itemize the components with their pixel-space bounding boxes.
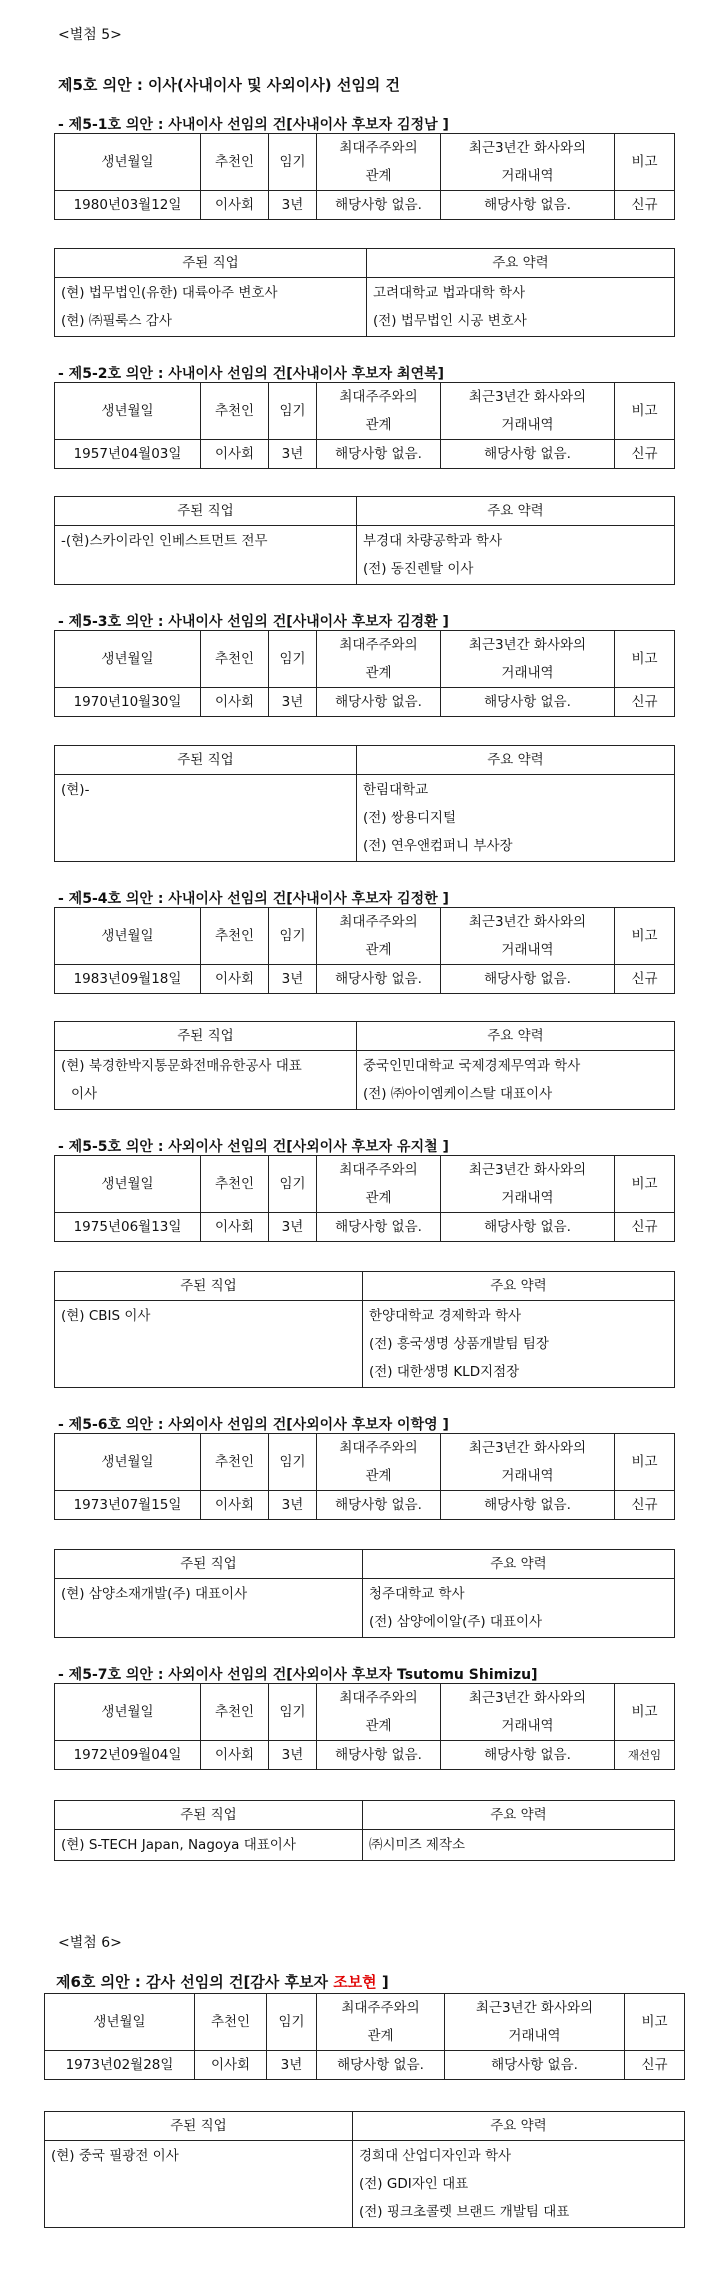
cell-shareholder: 해당사항 없음.	[317, 2051, 445, 2080]
career-line: (전) 법무법인 시공 변호사	[373, 313, 527, 329]
header-trade	[441, 134, 615, 191]
career-line: 청주대학교 학사	[369, 1586, 465, 1602]
header-term: 임기	[269, 631, 317, 688]
cell-trade: 해당사항 없음.	[441, 440, 615, 469]
position-line: (현) 중국 필광전 이사	[51, 2148, 179, 2164]
header-birth: 생년월일	[55, 134, 201, 191]
header-shareholder	[317, 1684, 441, 1741]
header-shareholder	[317, 134, 441, 191]
header-career: 주요 약력	[363, 1272, 675, 1301]
header-term: 임기	[269, 1156, 317, 1213]
header-trade	[441, 908, 615, 965]
cell-birth: 1973년07월15일	[55, 1491, 201, 1520]
cell-term: 3년	[269, 440, 317, 469]
header-shareholder	[317, 631, 441, 688]
cell-birth: 1972년09월04일	[55, 1741, 201, 1770]
cell-shareholder: 해당사항 없음.	[317, 965, 441, 994]
header-shareholder	[317, 1994, 445, 2051]
cell-term: 3년	[269, 1213, 317, 1242]
header-recommender: 추천인	[201, 383, 269, 440]
header-trade-line2: 거래내역	[501, 417, 554, 433]
header-birth: 생년월일	[55, 383, 201, 440]
header-shareholder-line1: 최대주주와의	[339, 389, 418, 405]
career-line: 한림대학교	[363, 782, 429, 798]
header-term: 임기	[269, 383, 317, 440]
header-position: 주된 직업	[55, 1801, 363, 1830]
header-career: 주요 약력	[363, 1550, 675, 1579]
header-note: 비고	[615, 908, 675, 965]
header-note: 비고	[615, 1684, 675, 1741]
cell-trade: 해당사항 없음.	[441, 191, 615, 220]
position-line: (현) 삼양소재개발(주) 대표이사	[61, 1586, 248, 1602]
agenda-6-title-suffix: ]	[376, 1973, 389, 1991]
career-line: ㈜시미즈 제작소	[369, 1837, 466, 1853]
header-shareholder	[317, 1434, 441, 1491]
header-trade-line2: 거래내역	[501, 942, 554, 958]
position-line: (현) S-TECH Japan, Nagoya 대표이사	[61, 1837, 296, 1853]
header-trade-line1: 최근3년간 화사와의	[468, 1162, 587, 1178]
header-shareholder-line1: 최대주주와의	[339, 140, 418, 156]
header-shareholder-line1: 최대주주와의	[339, 637, 418, 653]
cell-term: 3년	[269, 191, 317, 220]
cell-birth: 1975년06월13일	[55, 1213, 201, 1242]
cell-birth: 1957년04월03일	[55, 440, 201, 469]
header-shareholder	[317, 1156, 441, 1213]
career-line: 고려대학교 법과대학 학사	[373, 285, 526, 301]
cell-position	[55, 1051, 357, 1110]
header-note: 비고	[615, 1156, 675, 1213]
header-birth: 생년월일	[55, 631, 201, 688]
cell-trade: 해당사항 없음.	[441, 1213, 615, 1242]
career-line: (전) 핑크초콜렛 브랜드 개발팀 대표	[359, 2204, 570, 2220]
section-title: - 제5-3호 의안 : 사내이사 선임의 건[사내이사 후보자 김경환 ]	[58, 614, 449, 630]
auditor-career-table	[44, 2111, 685, 2228]
cell-note: 신규	[625, 2051, 685, 2080]
cell-recommender: 이사회	[201, 1491, 269, 1520]
header-trade-line2: 거래내역	[501, 665, 554, 681]
cell-career	[357, 1051, 675, 1110]
candidate-career-table	[54, 1021, 675, 1110]
cell-note: 신규	[615, 965, 675, 994]
header-career: 주요 약력	[367, 249, 675, 278]
cell-career	[357, 526, 675, 585]
cell-position	[55, 1301, 363, 1388]
header-shareholder	[317, 908, 441, 965]
header-career: 주요 약력	[353, 2112, 685, 2141]
cell-recommender: 이사회	[201, 688, 269, 717]
header-trade-line1: 최근3년간 화사와의	[468, 140, 587, 156]
header-trade-line2: 거래내역	[501, 1190, 554, 1206]
header-term: 임기	[269, 908, 317, 965]
header-position: 주된 직업	[55, 497, 357, 526]
header-note: 비고	[615, 631, 675, 688]
header-trade-line1: 최근3년간 화사와의	[468, 637, 587, 653]
candidate-career-table	[54, 745, 675, 862]
cell-shareholder: 해당사항 없음.	[317, 1213, 441, 1242]
header-recommender: 추천인	[201, 134, 269, 191]
cell-note: 신규	[615, 191, 675, 220]
candidate-career-table	[54, 496, 675, 585]
cell-note: 신규	[615, 1213, 675, 1242]
header-term: 임기	[267, 1994, 317, 2051]
header-shareholder-line2: 관계	[365, 1718, 392, 1734]
position-line: -(현)스카이라인 인베스트먼트 전무	[61, 533, 268, 549]
cell-trade: 해당사항 없음.	[441, 1491, 615, 1520]
cell-career	[357, 775, 675, 862]
section-title: - 제5-7호 의안 : 사외이사 선임의 건[사외이사 후보자 Tsutomu Shimizu]	[58, 1667, 538, 1683]
agenda-5-title: 제5호 의안 : 이사(사내이사 및 사외이사) 선임의 건	[58, 76, 401, 94]
header-note: 비고	[615, 134, 675, 191]
header-trade-line1: 최근3년간 화사와의	[468, 914, 587, 930]
cell-note: 신규	[615, 688, 675, 717]
header-shareholder-line2: 관계	[365, 665, 392, 681]
candidate-career-table	[54, 1549, 675, 1638]
agenda-6-title-prefix: 제6호 의안 : 감사 선임의 건[감사 후보자	[56, 1973, 334, 1991]
header-trade	[441, 1434, 615, 1491]
appendix-6-label: <별첨 6>	[58, 1935, 122, 1951]
header-trade	[441, 383, 615, 440]
header-shareholder-line2: 관계	[365, 1468, 392, 1484]
header-trade-line2: 거래내역	[501, 1468, 554, 1484]
appendix-5-label: <별첨 5>	[58, 27, 122, 43]
career-line: (전) ㈜아이엠케이스탈 대표이사	[363, 1086, 553, 1102]
career-line: 부경대 차량공학과 학사	[363, 533, 502, 549]
cell-career	[363, 1301, 675, 1388]
candidate-info-table	[54, 1433, 675, 1520]
header-recommender: 추천인	[201, 1684, 269, 1741]
cell-birth: 1970년10월30일	[55, 688, 201, 717]
cell-shareholder: 해당사항 없음.	[317, 688, 441, 717]
cell-term: 3년	[269, 1491, 317, 1520]
career-line: (전) 쌍용디지털	[363, 810, 457, 826]
header-shareholder	[317, 383, 441, 440]
cell-shareholder: 해당사항 없음.	[317, 1491, 441, 1520]
section-title: - 제5-5호 의안 : 사외이사 선임의 건[사외이사 후보자 유지철 ]	[58, 1139, 449, 1155]
cell-trade: 해당사항 없음.	[441, 965, 615, 994]
header-position: 주된 직업	[55, 1022, 357, 1051]
position-line: (현) ㈜필룩스 감사	[61, 313, 172, 329]
career-line: 경희대 산업디자인과 학사	[359, 2148, 512, 2164]
career-line: (전) 흥국생명 상품개발팀 팀장	[369, 1336, 549, 1352]
header-trade-line1: 최근3년간 화사와의	[475, 2000, 594, 2016]
cell-career	[367, 278, 675, 337]
header-shareholder-line2: 관계	[365, 417, 392, 433]
candidate-info-table	[54, 1683, 675, 1770]
cell-term: 3년	[267, 2051, 317, 2080]
header-position: 주된 직업	[55, 1272, 363, 1301]
cell-birth: 1983년09월18일	[55, 965, 201, 994]
candidate-info-table	[54, 1155, 675, 1242]
header-trade-line2: 거래내역	[508, 2028, 561, 2044]
cell-recommender: 이사회	[201, 1741, 269, 1770]
header-shareholder-line1: 최대주주와의	[339, 1162, 418, 1178]
position-line: (현) 북경한박지통문화전매유한공사 대표	[61, 1058, 302, 1074]
header-shareholder-line1: 최대주주와의	[341, 2000, 420, 2016]
header-shareholder-line1: 최대주주와의	[339, 914, 418, 930]
header-trade	[445, 1994, 625, 2051]
cell-recommender: 이사회	[201, 191, 269, 220]
candidate-career-table	[54, 1271, 675, 1388]
cell-recommender: 이사회	[201, 965, 269, 994]
header-term: 임기	[269, 1684, 317, 1741]
position-line: 이사	[71, 1086, 98, 1102]
header-note: 비고	[615, 383, 675, 440]
position-line: (현) 법무법인(유한) 대륙아주 변호사	[61, 285, 278, 301]
cell-position	[55, 526, 357, 585]
header-recommender: 추천인	[201, 908, 269, 965]
header-birth: 생년월일	[45, 1994, 195, 2051]
cell-shareholder: 해당사항 없음.	[317, 1741, 441, 1770]
cell-birth: 1973년02월28일	[45, 2051, 195, 2080]
header-term: 임기	[269, 134, 317, 191]
header-term: 임기	[269, 1434, 317, 1491]
header-trade-line1: 최근3년간 화사와의	[468, 1690, 587, 1706]
header-position: 주된 직업	[55, 249, 367, 278]
position-line: (현)-	[61, 782, 90, 798]
header-recommender: 추천인	[195, 1994, 267, 2051]
candidate-info-table	[54, 133, 675, 220]
section-title: - 제5-1호 의안 : 사내이사 선임의 건[사내이사 후보자 김정남 ]	[58, 117, 449, 133]
career-line: 한양대학교 경제학과 학사	[369, 1308, 522, 1324]
header-birth: 생년월일	[55, 908, 201, 965]
cell-shareholder: 해당사항 없음.	[317, 440, 441, 469]
cell-position	[55, 278, 367, 337]
cell-recommender: 이사회	[195, 2051, 267, 2080]
cell-position	[55, 775, 357, 862]
cell-term: 3년	[269, 688, 317, 717]
header-shareholder-line1: 최대주주와의	[339, 1440, 418, 1456]
header-note: 비고	[625, 1994, 685, 2051]
cell-note: 신규	[615, 440, 675, 469]
header-birth: 생년월일	[55, 1434, 201, 1491]
header-career: 주요 약력	[363, 1801, 675, 1830]
career-line: (전) GDI자인 대표	[359, 2176, 469, 2192]
cell-position	[55, 1579, 363, 1638]
career-line: (전) 삼양에이알(주) 대표이사	[369, 1614, 543, 1630]
cell-trade: 해당사항 없음.	[441, 1741, 615, 1770]
header-shareholder-line2: 관계	[365, 1190, 392, 1206]
header-trade-line1: 최근3년간 화사와의	[468, 1440, 587, 1456]
header-note: 비고	[615, 1434, 675, 1491]
section-title: - 제5-2호 의안 : 사내이사 선임의 건[사내이사 후보자 최연복]	[58, 366, 445, 382]
cell-birth: 1980년03월12일	[55, 191, 201, 220]
header-career: 주요 약력	[357, 497, 675, 526]
cell-shareholder: 해당사항 없음.	[317, 191, 441, 220]
header-position: 주된 직업	[55, 1550, 363, 1579]
header-trade	[441, 1156, 615, 1213]
auditor-candidate-name: 조보현	[333, 1973, 377, 1991]
cell-career	[353, 2141, 685, 2228]
cell-term: 3년	[269, 1741, 317, 1770]
auditor-info-table	[44, 1993, 685, 2080]
cell-recommender: 이사회	[201, 440, 269, 469]
cell-recommender: 이사회	[201, 1213, 269, 1242]
cell-trade: 해당사항 없음.	[441, 688, 615, 717]
header-trade-line1: 최근3년간 화사와의	[468, 389, 587, 405]
cell-career	[363, 1579, 675, 1638]
cell-term: 3년	[269, 965, 317, 994]
header-shareholder-line2: 관계	[367, 2028, 394, 2044]
header-career: 주요 약력	[357, 746, 675, 775]
candidate-career-table	[54, 1800, 675, 1861]
section-title: - 제5-4호 의안 : 사내이사 선임의 건[사내이사 후보자 김정한 ]	[58, 891, 449, 907]
cell-career	[363, 1830, 675, 1861]
header-position: 주된 직업	[45, 2112, 353, 2141]
candidate-info-table	[54, 630, 675, 717]
header-recommender: 추천인	[201, 1434, 269, 1491]
cell-trade: 해당사항 없음.	[445, 2051, 625, 2080]
header-recommender: 추천인	[201, 1156, 269, 1213]
header-recommender: 추천인	[201, 631, 269, 688]
cell-note: 신규	[615, 1491, 675, 1520]
candidate-info-table	[54, 907, 675, 994]
header-birth: 생년월일	[55, 1156, 201, 1213]
cell-position	[45, 2141, 353, 2228]
header-career: 주요 약력	[357, 1022, 675, 1051]
career-line: (전) 대한생명 KLD지점장	[369, 1364, 520, 1380]
header-trade	[441, 631, 615, 688]
section-title: - 제5-6호 의안 : 사외이사 선임의 건[사외이사 후보자 이학영 ]	[58, 1417, 449, 1433]
cell-note: 재선임	[615, 1741, 675, 1770]
career-line: (전) 동진렌탈 이사	[363, 561, 474, 577]
candidate-info-table	[54, 382, 675, 469]
header-shareholder-line2: 관계	[365, 168, 392, 184]
header-shareholder-line2: 관계	[365, 942, 392, 958]
header-shareholder-line1: 최대주주와의	[339, 1690, 418, 1706]
header-trade-line2: 거래내역	[501, 168, 554, 184]
candidate-career-table	[54, 248, 675, 337]
header-birth: 생년월일	[55, 1684, 201, 1741]
career-line: (전) 연우앤컴퍼니 부사장	[363, 838, 513, 854]
cell-position	[55, 1830, 363, 1861]
position-line: (현) CBIS 이사	[61, 1308, 151, 1324]
header-trade	[441, 1684, 615, 1741]
header-position: 주된 직업	[55, 746, 357, 775]
agenda-6-title	[56, 1971, 389, 1992]
header-trade-line2: 거래내역	[501, 1718, 554, 1734]
career-line: 중국인민대학교 국제경제무역과 학사	[363, 1058, 581, 1074]
